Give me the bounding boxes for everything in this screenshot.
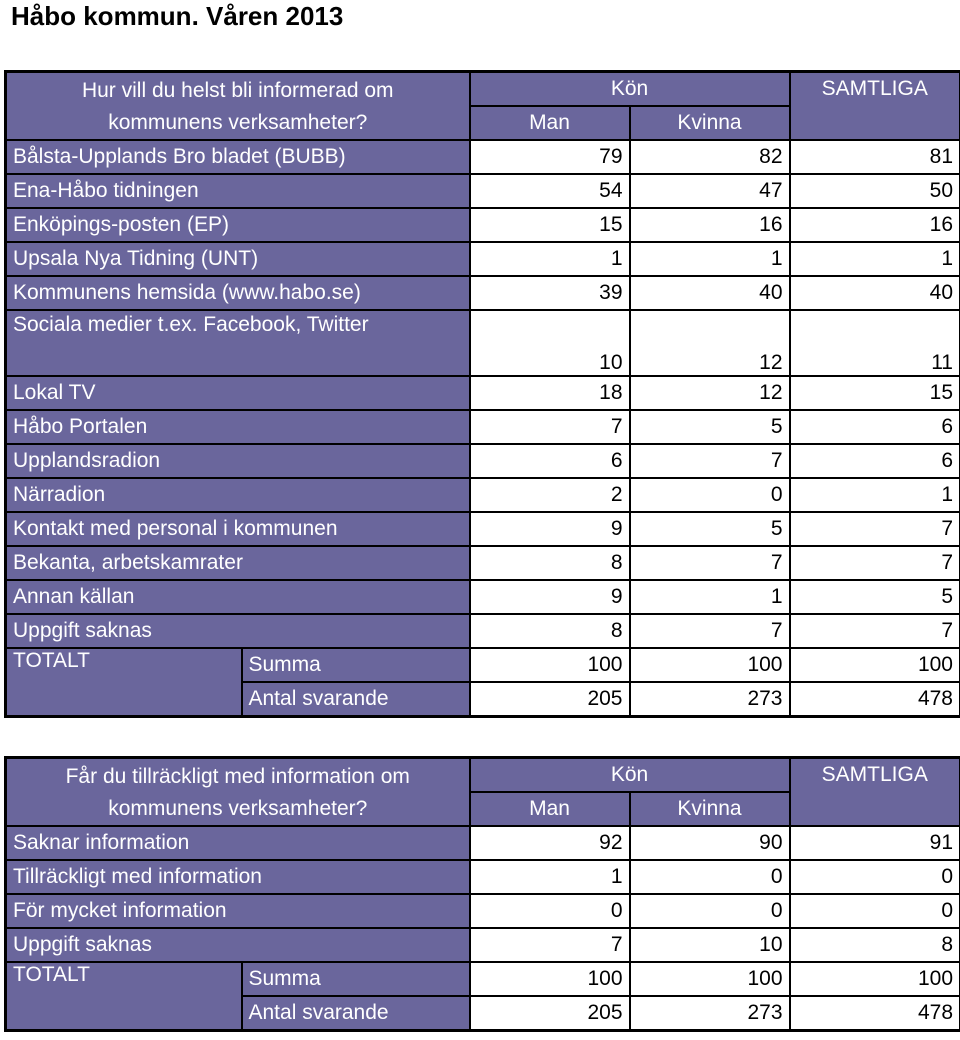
summa-man: 100 xyxy=(470,962,630,996)
row-value-samtliga: 0 xyxy=(790,894,960,928)
summa-kvinna: 100 xyxy=(630,962,790,996)
row-label: Ena-Håbo tidningen xyxy=(6,174,470,208)
row-label: Kommunens hemsida (www.habo.se) xyxy=(6,276,470,310)
table-row xyxy=(6,140,960,174)
row-value-man: 6 xyxy=(470,444,630,478)
summa-label: Summa xyxy=(242,648,470,682)
row-value-samtliga: 81 xyxy=(790,140,960,174)
antal-kvinna: 273 xyxy=(630,996,790,1030)
total-column-header: SAMTLIGA xyxy=(790,758,960,827)
table-row xyxy=(6,208,960,242)
row-value-kvinna: 82 xyxy=(630,140,790,174)
row-value-man: 0 xyxy=(470,894,630,928)
row-value-man: 1 xyxy=(470,242,630,276)
summa-man: 100 xyxy=(470,648,630,682)
row-value-man: 10 xyxy=(470,310,630,376)
row-value-samtliga: 7 xyxy=(790,512,960,546)
table-row xyxy=(6,410,960,444)
row-label: Upsala Nya Tidning (UNT) xyxy=(6,242,470,276)
row-value-kvinna: 90 xyxy=(630,826,790,860)
row-value-kvinna: 5 xyxy=(630,512,790,546)
table-row xyxy=(6,276,960,310)
row-value-samtliga: 50 xyxy=(790,174,960,208)
row-value-samtliga: 1 xyxy=(790,242,960,276)
information-sufficiency-table xyxy=(4,756,960,1032)
question-line-2: kommunens verksamheter? xyxy=(108,797,368,820)
row-value-samtliga: 7 xyxy=(790,546,960,580)
row-value-samtliga: 6 xyxy=(790,410,960,444)
row-value-kvinna: 7 xyxy=(630,546,790,580)
table-row xyxy=(6,894,960,928)
question-header xyxy=(6,72,470,141)
table-row xyxy=(6,242,960,276)
row-value-kvinna: 47 xyxy=(630,174,790,208)
table-row xyxy=(6,860,960,894)
gender-group-header: Kön xyxy=(470,72,790,106)
question-line-1: Får du tillräckligt med information om xyxy=(65,765,410,788)
row-value-samtliga: 6 xyxy=(790,444,960,478)
row-value-man: 7 xyxy=(470,928,630,962)
row-value-samtliga: 16 xyxy=(790,208,960,242)
summa-samtliga: 100 xyxy=(790,648,960,682)
antal-samtliga: 478 xyxy=(790,996,960,1030)
column-header-kvinna: Kvinna xyxy=(630,106,790,140)
row-value-samtliga: 1 xyxy=(790,478,960,512)
row-value-samtliga: 7 xyxy=(790,614,960,648)
row-value-man: 8 xyxy=(470,614,630,648)
question-line-1: Hur vill du helst bli informerad om xyxy=(81,79,394,102)
row-value-kvinna: 1 xyxy=(630,242,790,276)
row-label: Upplandsradion xyxy=(6,444,470,478)
row-value-man: 54 xyxy=(470,174,630,208)
column-header-man: Man xyxy=(470,792,630,826)
row-label: Enköpings-posten (EP) xyxy=(6,208,470,242)
row-label: Håbo Portalen xyxy=(6,410,470,444)
row-value-man: 9 xyxy=(470,580,630,614)
row-value-kvinna: 0 xyxy=(630,860,790,894)
summa-label: Summa xyxy=(242,962,470,996)
table-row xyxy=(6,310,960,376)
row-value-kvinna: 0 xyxy=(630,478,790,512)
antal-kvinna: 273 xyxy=(630,682,790,716)
table-row xyxy=(6,444,960,478)
row-label: Uppgift saknas xyxy=(6,614,470,648)
row-value-kvinna: 12 xyxy=(630,376,790,410)
row-value-samtliga: 40 xyxy=(790,276,960,310)
antal-samtliga: 478 xyxy=(790,682,960,716)
row-value-kvinna: 10 xyxy=(630,928,790,962)
table-row xyxy=(6,174,960,208)
page-title: Håbo kommun. Våren 2013 xyxy=(11,1,344,31)
column-header-kvinna: Kvinna xyxy=(630,792,790,826)
row-value-man: 7 xyxy=(470,410,630,444)
gender-group-header: Kön xyxy=(470,758,790,792)
row-value-man: 18 xyxy=(470,376,630,410)
row-value-samtliga: 5 xyxy=(790,580,960,614)
row-label: Lokal TV xyxy=(6,376,470,410)
row-value-kvinna: 16 xyxy=(630,208,790,242)
question-header xyxy=(6,758,470,827)
table-row xyxy=(6,512,960,546)
summa-samtliga: 100 xyxy=(790,962,960,996)
antal-label: Antal svarande xyxy=(242,996,470,1030)
row-label: Sociala medier t.ex. Facebook, Twitter xyxy=(6,310,470,376)
row-label: Saknar information xyxy=(6,826,470,860)
row-value-kvinna: 0 xyxy=(630,894,790,928)
row-value-man: 1 xyxy=(470,860,630,894)
row-value-man: 9 xyxy=(470,512,630,546)
row-label: Annan källan xyxy=(6,580,470,614)
summa-kvinna: 100 xyxy=(630,648,790,682)
question-line-2: kommunens verksamheter? xyxy=(108,111,368,134)
row-value-samtliga: 11 xyxy=(790,310,960,376)
row-label: Uppgift saknas xyxy=(6,928,470,962)
table-row xyxy=(6,928,960,962)
information-channels-table xyxy=(4,70,960,718)
table-row xyxy=(6,826,960,860)
table-row xyxy=(6,580,960,614)
row-value-kvinna: 7 xyxy=(630,444,790,478)
total-column-header: SAMTLIGA xyxy=(790,72,960,141)
row-label: Bålsta-Upplands Bro bladet (BUBB) xyxy=(6,140,470,174)
row-value-kvinna: 40 xyxy=(630,276,790,310)
column-header-man: Man xyxy=(470,106,630,140)
row-value-kvinna: 7 xyxy=(630,614,790,648)
row-value-man: 39 xyxy=(470,276,630,310)
row-label: Bekanta, arbetskamrater xyxy=(6,546,470,580)
row-value-man: 8 xyxy=(470,546,630,580)
row-value-samtliga: 91 xyxy=(790,826,960,860)
row-value-man: 92 xyxy=(470,826,630,860)
total-label: TOTALT xyxy=(6,962,242,1030)
table-row xyxy=(6,376,960,410)
row-label: Närradion xyxy=(6,478,470,512)
row-label: Kontakt med personal i kommunen xyxy=(6,512,470,546)
table-row xyxy=(6,478,960,512)
antal-label: Antal svarande xyxy=(242,682,470,716)
row-value-kvinna: 12 xyxy=(630,310,790,376)
row-label: För mycket information xyxy=(6,894,470,928)
table-row xyxy=(6,546,960,580)
row-value-man: 15 xyxy=(470,208,630,242)
row-value-kvinna: 1 xyxy=(630,580,790,614)
row-value-man: 79 xyxy=(470,140,630,174)
row-value-kvinna: 5 xyxy=(630,410,790,444)
antal-man: 205 xyxy=(470,682,630,716)
row-value-samtliga: 8 xyxy=(790,928,960,962)
total-label: TOTALT xyxy=(6,648,242,716)
row-value-man: 2 xyxy=(470,478,630,512)
row-label: Tillräckligt med information xyxy=(6,860,470,894)
antal-man: 205 xyxy=(470,996,630,1030)
row-value-samtliga: 15 xyxy=(790,376,960,410)
table-row xyxy=(6,614,960,648)
row-value-samtliga: 0 xyxy=(790,860,960,894)
